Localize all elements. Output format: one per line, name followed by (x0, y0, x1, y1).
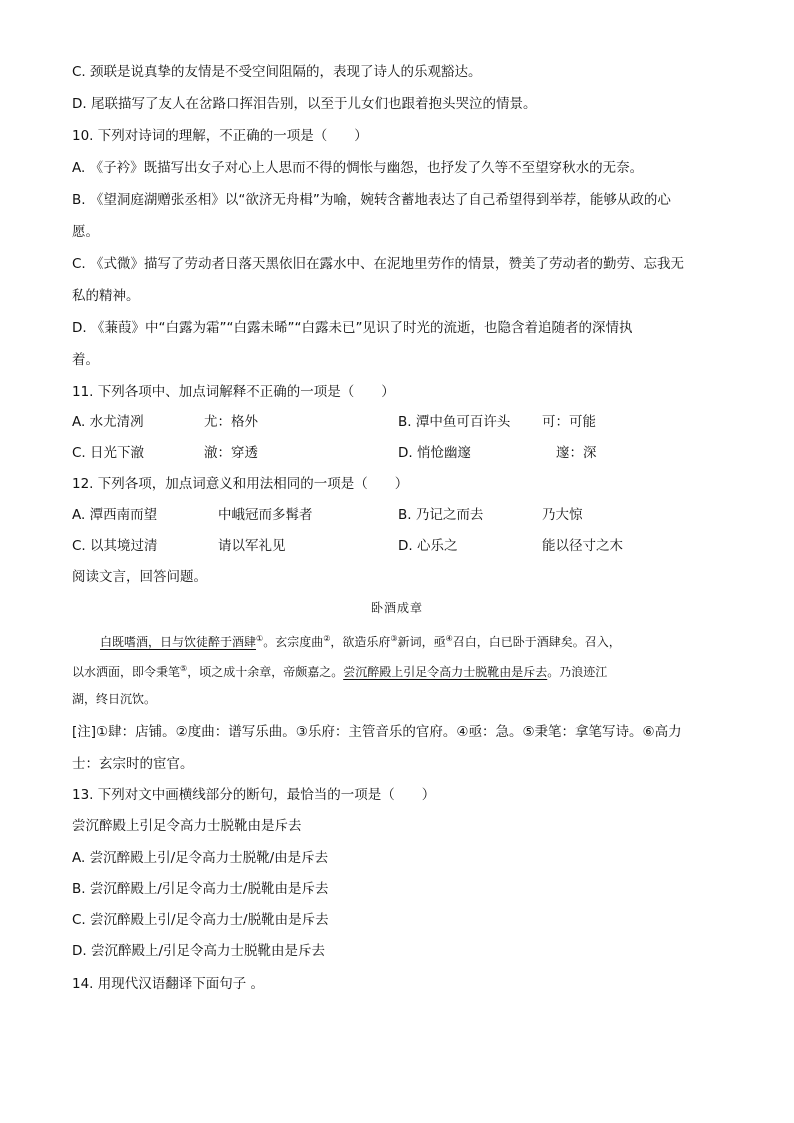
passage-text: ，欲造乐府 (330, 635, 391, 649)
passage-text: 以水洒面，即令秉笔 (72, 665, 181, 679)
q11-a-phrase: A. 水尤清冽 (72, 414, 144, 430)
passage-line-3: 湖，终日沉饮。 (72, 692, 157, 706)
q11-b-phrase: B. 潭中鱼可百许头 (398, 414, 511, 430)
q12-d-left: D. 心乐之 (398, 538, 458, 554)
q12-stem: 12. 下列各项，加点词意义和用法相同的一项是（ ） (72, 476, 409, 492)
q10-option-a: A. 《子衿》既描写出女子对心上人思而不得的惆怅与幽怨，也抒发了久等不至望穿秋水的无奈。 (72, 160, 644, 176)
q13-stem: 13. 下列对文中画横线部分的断句，最恰当的一项是（ ） (72, 787, 436, 803)
q11-b-gloss: 可：可能 (542, 414, 596, 430)
q12-b-right: 乃大惊 (542, 507, 583, 523)
q12-d-right: 能以径寸之木 (542, 538, 623, 554)
reading-intro: 阅读文言，回答问题。 (72, 569, 207, 585)
passage-note-line1: [注]①肆：店铺。②度曲：谱写乐曲。③乐府：主管音乐的官府。④亟：急。⑤秉笔：拿笔写诗。⑥高力 (72, 724, 682, 740)
q12-a-right: 中峨冠而多髯者 (218, 507, 313, 523)
q10-option-c-line2: 私的精神。 (72, 288, 140, 304)
passage-note-line2: 士：玄宗时的宦官。 (72, 756, 194, 772)
footnote-marker-2: ② (323, 634, 331, 643)
footnote-marker-4: ④ (445, 634, 453, 643)
q9-option-c: C. 颈联是说真挚的友情是不受空间阻隔的，表现了诗人的乐观豁达。 (72, 64, 482, 80)
passage-text: ，顷之成十余章，帝颇嘉之。 (187, 665, 344, 679)
q10-option-b-line2: 愿。 (72, 224, 99, 240)
passage-underlined-2: 尝沉醉殿上引足令高力士脱靴由是斥去 (343, 665, 548, 679)
passage-text: 新词，亟 (397, 635, 446, 649)
q13-option-a: A. 尝沉醉殿上引/足令高力士脱靴/由是斥去 (72, 850, 329, 866)
q12-b-left: B. 乃记之而去 (398, 507, 484, 523)
q14-stem: 14. 用现代汉语翻译下面句子 。 (72, 976, 265, 992)
q10-option-d-line2: 着。 (72, 352, 99, 368)
q13-sentence: 尝沉醉殿上引足令高力士脱靴由是斥去 (72, 818, 302, 834)
q12-c-right: 请以军礼见 (218, 538, 286, 554)
passage-title: 卧酒成章 (370, 601, 423, 615)
q11-d-gloss: 邃：深 (556, 445, 597, 461)
q10-option-d-line1: D. 《蒹葭》中“白露为霜”“白露未晞”“白露未已”见识了时光的流逝，也隐含着追随者的深情执 (72, 320, 633, 336)
passage-text: 。乃浪迹江 (547, 665, 608, 679)
q10-option-b-line1: B. 《望洞庭湖赠张丞相》以“欲济无舟楫”为喻，婉转含蓄地表达了自己希望得到举荐，能够从政的心 (72, 192, 671, 208)
q10-stem: 10. 下列对诗词的理解，不正确的一项是（ ） (72, 128, 368, 144)
footnote-marker-3: ③ (390, 634, 398, 643)
q11-c-phrase: C. 日光下澈 (72, 445, 145, 461)
q9-option-d: D. 尾联描写了友人在岔路口挥泪告别，以至于儿女们也跟着抱头哭泣的情景。 (72, 96, 537, 112)
q11-a-gloss: 尤：格外 (204, 414, 258, 430)
q12-a-left: A. 潭西南而望 (72, 507, 158, 523)
passage-line-2 (72, 659, 607, 682)
passage-underlined-1: 白既嗜酒，日与饮徒醉于酒肆 (100, 635, 257, 649)
q12-c-left: C. 以其境过清 (72, 538, 158, 554)
passage-text: 。玄宗度曲 (263, 635, 324, 649)
q11-d-phrase: D. 悄怆幽邃 (398, 445, 471, 461)
passage-line-1 (100, 629, 621, 652)
q13-option-d: D. 尝沉醉殿上/引足令高力士脱靴由是斥去 (72, 943, 326, 959)
passage-text: 召白，白已卧于酒肆矣。召入， (452, 635, 621, 649)
q13-option-c: C. 尝沉醉殿上引/足令高力士/脱靴由是斥去 (72, 912, 329, 928)
footnote-marker-5: ⑤ (180, 664, 188, 673)
q13-option-b: B. 尝沉醉殿上/引足令高力士/脱靴由是斥去 (72, 881, 329, 897)
q10-option-c-line1: C. 《式微》描写了劳动者日落天黑依旧在露水中、在泥地里劳作的情景，赞美了劳动者的勤劳、忘我无 (72, 256, 685, 272)
footnote-marker-1: ① (256, 634, 264, 643)
q11-c-gloss: 澈：穿透 (204, 445, 258, 461)
q11-stem: 11. 下列各项中、加点词解释不正确的一项是（ ） (72, 384, 395, 400)
